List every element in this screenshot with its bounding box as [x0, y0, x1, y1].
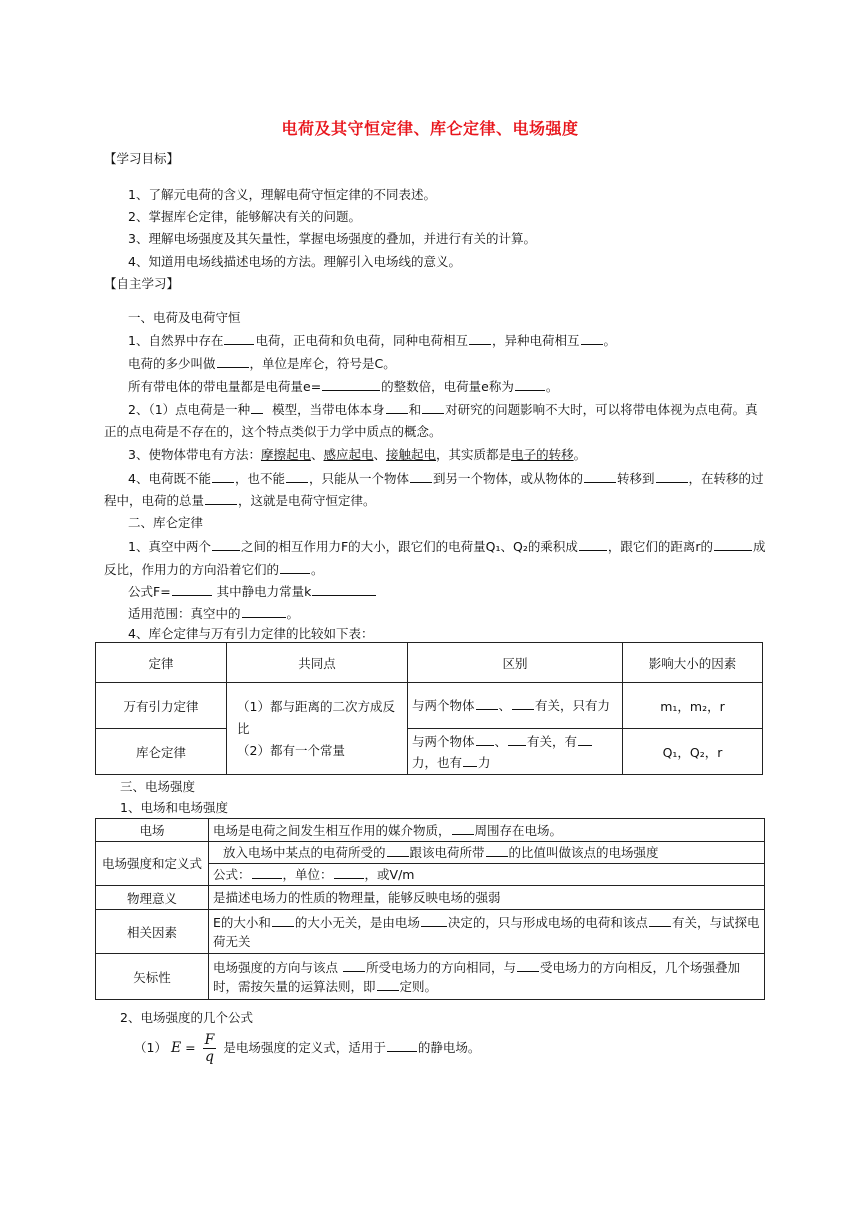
law-name: 万有引力定律 [96, 683, 227, 729]
part1-line4b: 正的点电荷是不存在的，这个特点类似于力学中质点的概念。 [104, 424, 442, 439]
goal-item: 3、理解电场强度及其矢量性，掌握电场强度的叠加，并进行有关的计算。 [128, 231, 536, 246]
row-content: 公式： ，单位： ，或V/m [209, 864, 765, 886]
part1-line2: 电荷的多少叫做 ，单位是库仑，符号是C。 [128, 356, 396, 371]
common-points: （1）都与距离的二次方成反比 （2）都有一个常量 [227, 683, 408, 775]
fraction: $\frac{F}{q}$ [204, 1032, 215, 1065]
blank [217, 354, 249, 368]
part2-line3: 适用范围：真空中的 。 [128, 606, 300, 621]
part1-line6b: 程中，电荷的总量 ，这就是电荷守恒定律。 [104, 493, 376, 508]
blank [422, 400, 444, 414]
part1-line3: 所有带电体的带电量都是电荷量e= 的整数倍，电荷量e称为 。 [128, 379, 559, 394]
law-name: 库仑定律 [96, 729, 227, 775]
electric-field-table [95, 818, 765, 1000]
table-header: 共同点 [227, 643, 408, 683]
part1-line1: 1、自然界中存在 电荷，正电荷和负电荷，同种电荷相互 ，异种电荷相互 。 [128, 333, 617, 348]
goal-item: 1、了解元电荷的含义，理解电荷守恒定律的不同表述。 [128, 187, 436, 202]
row-content: 是描述电场力的性质的物理量，能够反映电场的强弱 [209, 886, 765, 910]
part2-line1b: 反比，作用力的方向沿着它们的 。 [104, 562, 324, 577]
row-content: 电场强度的方向与该点 所受电场力的方向相同，与 受电场力的方向相反，几个场强叠加时，需按矢量的运算法则，即 定则。 [209, 954, 765, 1000]
table-header: 影响大小的因素 [623, 643, 763, 683]
table-row [96, 683, 763, 729]
factors-cell: m₁，m₂，r [623, 683, 763, 729]
blank [212, 537, 240, 551]
goals-heading: 【学习目标】 [104, 151, 180, 166]
goal-item: 4、知道用电场线描述电场的方法。理解引入电场线的意义。 [128, 254, 461, 269]
part2-heading: 二、库仑定律 [128, 515, 204, 530]
table-row [96, 729, 763, 775]
comparison-table [95, 642, 763, 775]
row-content: 放入电场中某点的电荷所受的 跟该电荷所带 的比值叫做该点的电场强度 [209, 842, 765, 864]
table-row [96, 954, 765, 1000]
blank [280, 560, 310, 574]
part2-line4: 4、库仑定律与万有引力定律的比较如下表： [128, 626, 374, 641]
blank [212, 469, 234, 483]
blank [312, 582, 376, 596]
blank [242, 604, 286, 618]
row-content: E的大小和 的大小无关，是由电场 决定的，只与形成电场的电荷和该点 有关，与试探电荷无关 [209, 910, 765, 954]
factors-cell: Q₁，Q₂，r [623, 729, 763, 775]
row-label: 物理意义 [96, 886, 209, 910]
part1-line6: 4、电荷既不能 ，也不能 ，只能从一个物体 到另一个物体，或从物体的 转移到 ，在转移的过 [128, 471, 764, 486]
table-row [96, 842, 765, 864]
blank [656, 469, 688, 483]
part1-heading: 一、电荷及电荷守恒 [128, 310, 241, 325]
document-title: 电荷及其守恒定律、库仑定律、电场强度 [281, 119, 579, 138]
part1-line4: 2、（1）点电荷是一种 模型，当带电体本身 和 对研究的问题影响不大时，可以将带电体视为点电荷。真 [128, 402, 758, 417]
goal-item: 2、掌握库仑定律，能够解决有关的问题。 [128, 209, 361, 224]
row-label: 相关因素 [96, 910, 209, 954]
table-row [96, 910, 765, 954]
table-row [96, 819, 765, 842]
part2-line1: 1、真空中两个 之间的相互作用力F的大小，跟它们的电荷量Q₁、Q₂的乘积成 ，跟它们的距离r的 成 [128, 539, 766, 554]
row-label: 电场强度和定义式 [96, 842, 209, 886]
part2-line2: 公式F= 其中静电力常量k [128, 582, 377, 601]
difference-cell: 与两个物体 、 有关，有力，也有 力 [408, 729, 623, 775]
table-header: 定律 [96, 643, 227, 683]
part3-sub1: 1、电场和电场强度 [120, 800, 228, 815]
self-study-heading: 【自主学习】 [104, 276, 180, 291]
blank [172, 582, 212, 596]
part3-heading: 三、电场强度 [120, 779, 196, 794]
blank [322, 377, 380, 391]
part1-line5: 3、使物体带电有方法：摩擦起电、感应起电、接触起电，其实质都是电子的转移。 [128, 447, 587, 462]
row-label: 电场 [96, 819, 209, 842]
table-header: 区别 [408, 643, 623, 683]
row-content: 电场是电荷之间发生相互作用的媒介物质， 周围存在电场。 [209, 819, 765, 842]
blank [515, 377, 545, 391]
blank [581, 331, 603, 345]
part3-sub2: 2、电场强度的几个公式 [120, 1010, 253, 1025]
table-row [96, 886, 765, 910]
blank [286, 469, 308, 483]
blank [584, 469, 616, 483]
blank [410, 469, 432, 483]
blank [224, 331, 254, 345]
blank [205, 491, 237, 505]
blank [714, 537, 752, 551]
blank [251, 400, 263, 414]
blank [579, 537, 607, 551]
difference-cell: 与两个物体 、 有关，只有力 [408, 683, 623, 729]
field-definition-formula: （1） E = $\frac{F}{q}$ 是电场强度的定义式，适用于 的静电场。 [134, 1032, 481, 1065]
blank [469, 331, 491, 345]
table-row [96, 643, 763, 683]
blank [386, 400, 408, 414]
row-label: 矢标性 [96, 954, 209, 1000]
